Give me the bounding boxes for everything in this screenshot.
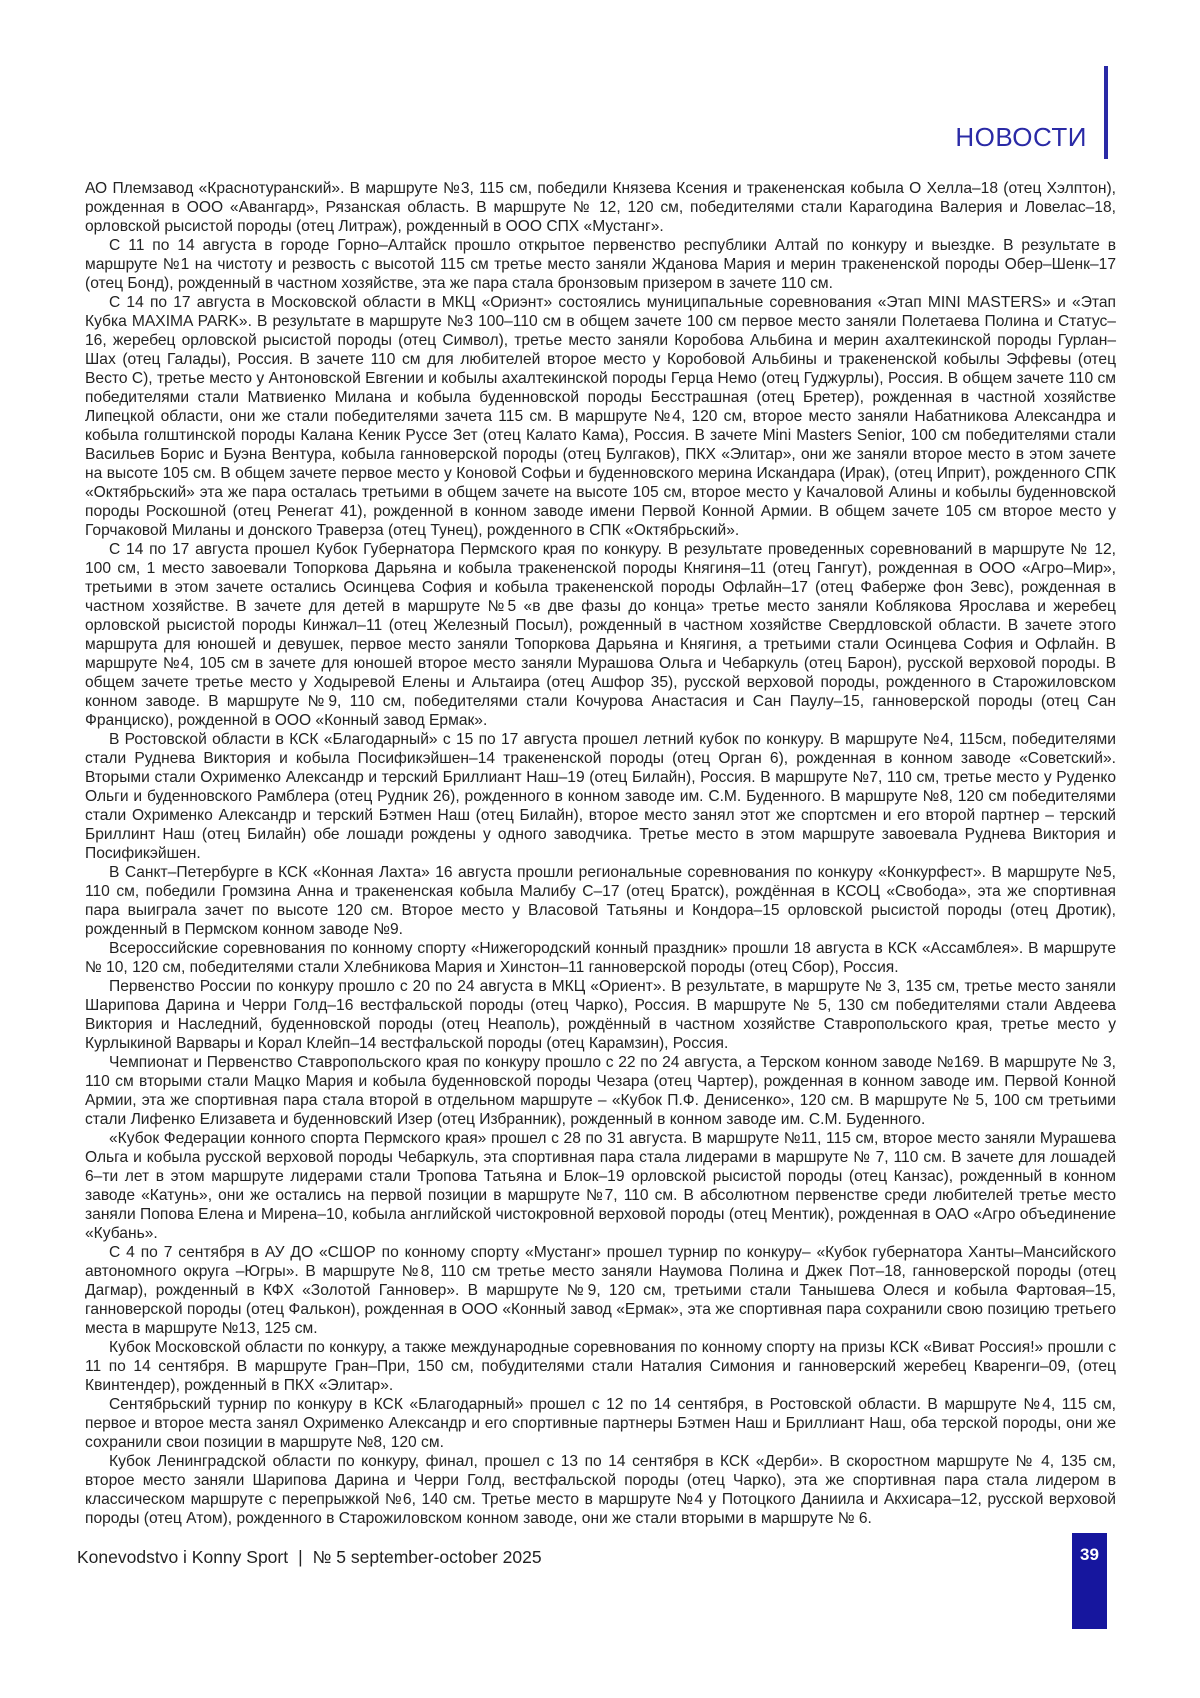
paragraph: С 4 по 7 сентября в АУ ДО «СШОР по конному спорту «Мустанг» прошел турнир по конкуру– «Кубок губернатора Ханты–Мансийского автономного округа –Югры». В маршруте №8, 110 см третье место заняли Наумова Полина и Джек Пот–18, ганноверской породы (отец Дагмар), рожденный в КФХ «Золотой Ганновер». В маршруте №9, 120 см, третьими стали Танышева Олеся и кобыла Фартовая–15, ганноверской породы (отец Фалькон), рожденная в ООО «Конный завод «Ермак», эта же спортивная пара сохранили свою позицию третьего места в маршруте №13, 125 см. [85, 1244, 1116, 1337]
paragraph: Первенство России по конкуру прошло с 20 по 24 августа в МКЦ «Ориент». В результате, в маршруте № 3, 135 см, третье место заняли Шарипова Дарина и Черри Голд–16 вестфальской породы (отец Чарко), Россия. В маршруте № 5, 130 см победителями стали Авдеева Виктория и Наследний, буденновской породы (отец Неаполь), рождённый в частном хозяйстве Ставропольского края, третье место у Курлыкиной Варвары и Корал Клейп–14 вестфальской породы (отец Карамзин), Россия. [85, 978, 1116, 1052]
paragraph: В Ростовской области в КСК «Благодарный» с 15 по 17 августа прошел летний кубок по конкуру. В маршруте №4, 115см, победителями стали Руднева Виктория и кобыла Посификэйшен–14 тракененской породы (отец Орган 6), рожденная в конном заводе «Советский». Вторыми стали Охрименко Александр и терский Бриллиант Наш–19 (отец Билайн), Россия. В маршруте №7, 110 см, третье место у Руденко Ольги и буденновского Рамблера (отец Рудник 26), рожденного в конном заводе им. С.М. Буденного. В маршруте №8, 120 см победителями стали Охрименко Александр и терский Бэтмен Наш (отец Билайн), второе место занял этот же спортсмен и его второй партнер – терский Бриллинт Наш (отец Билайн) обе лошади рождены у одного заводчика. Третье место в этом маршруте завоевала Руднева Виктория и Посификэйшен. [85, 731, 1116, 862]
page-number-box [1072, 1533, 1107, 1629]
header-vertical-rule [1104, 66, 1108, 159]
paragraph: АО Племзавод «Краснотуранский». В маршруте №3, 115 см, победили Князева Ксения и тракененская кобыла О Хелла–18 (отец Хэлптон), рожденная в ООО «Авангард», Рязанская область. В маршруте № 12, 120 см, победителями стали Карагодина Валерия и Ловелас–18, орловской рысистой породы (отец Литраж), рожденный в ООО СПХ «Мустанг». [85, 180, 1116, 235]
paragraph: В Санкт–Петербурге в КСК «Конная Лахта» 16 августа прошли региональные соревнования по конкуру «Конкурфест». В маршруте №5, 110 см, победили Громзина Анна и тракененская кобыла Малибу С–17 (отец Братск), рождённая в КСОЦ «Свобода», эта же спортивная пара выиграла зачет по высоте 120 см. Второе место у Власовой Татьяны и Кондора–15 орловской рысистой породы (отец Дротик), рожденный в Пермском конном заводе №9. [85, 864, 1116, 938]
footer-journal-title: Konevodstvo i Konny Sport [77, 1547, 289, 1567]
footer-issue: № 5 september-october 2025 [312, 1547, 542, 1567]
paragraph: «Кубок Федерации конного спорта Пермского края» прошел с 28 по 31 августа. В маршруте №11, 115 см, второе место заняли Мурашева Ольга и кобыла русской верховой породы Чебаркуль, эта спортивная пара стала лидерами в маршруте № 7, 110 см. В зачете для лошадей 6–ти лет в этом маршруте лидерами стали Тропова Татьяна и Блок–19 орловской рысистой породы (отец Канзас), рожденный в конном заводе «Катунь», они же остались на первой позиции в маршруте №7, 110 см. В абсолютном первенстве среди любителей третье место заняли Попова Елена и Мирена–10, кобыла английской чистокровной верховой породы (отец Ментик), рожденная в ОАО «Агро объединение «Кубань». [85, 1130, 1116, 1242]
paragraph: Всероссийские соревнования по конному спорту «Нижегородский конный праздник» прошли 18 августа в КСК «Ассамблея». В маршруте № 10, 120 см, победителями стали Хлебникова Мария и Хинстон–11 ганноверской породы (отец Сбор), Россия. [85, 940, 1116, 976]
paragraph: Кубок Московской области по конкуру, а также международные соревнования по конному спорту на призы КСК «Виват Россия!» прошли с 11 по 14 сентября. В маршруте Гран–При, 150 см, побудителями стали Наталия Симония и ганноверский жеребец Кваренги–09, (отец Квинтендер), рожденный в ПКХ «Элитар». [85, 1339, 1116, 1394]
paragraph: С 14 по 17 августа прошел Кубок Губернатора Пермского края по конкуру. В результате проведенных соревнований в маршруте № 12, 100 см, 1 место завоевали Топоркова Дарьяна и кобыла тракененской породы Княгиня–11 (отец Гангут), рожденная в ООО «Агро–Мир», третьими в этом зачете остались Осинцева София и кобыла тракененской породы Офлайн–17 (отец Фаберже фон Зевс), рожденная в частном хозяйстве. В зачете для детей в маршруте №5 «в две фазы до конца» третье место заняли Коблякова Ярослава и жеребец орловской рысистой породы Кинжал–11 (отец Железный Посыл), рожденный в частном хозяйстве Свердловской области. В зачете этого маршрута для юношей и девушек, первое место заняли Топоркова Дарьяна и Княгиня, а третьими стали Осинцева София и Офлайн. В маршруте №4, 105 см в зачете для юношей второе место заняли Мурашова Ольга и Чебаркуль (отец Барон), русской верховой породы. В общем зачете третье место у Ходыревой Елены и Альтаира (отец Ашфор 35), русской верховой породы, рожденного в Старожиловском конном заводе. В маршруте №9, 110 см, победителями стали Кочурова Анастасия и Сан Паулу–15, ганноверской породы (отец Сан Франциско), рожденной в ООО «Конный завод Ермак». [85, 541, 1116, 729]
paragraph: С 14 по 17 августа в Московской области в МКЦ «Ориэнт» состоялись муниципальные соревнования «Этап MINI MASTERS» и «Этап Кубка MAXIMA PARK». В результате в маршруте №3 100–110 см в общем зачете 100 см первое место заняли Полетаева Полина и Статус–16, жеребец орловской рысистой породы (отец Символ), третье место заняли Коробова Альбина и мерин ахалтекинской породы Гурлан–Шах (отец Галады), Россия. В зачете 110 см для любителей второе место у Коробовой Альбины и тракененской кобылы Эффевы (отец Весто С), третье место у Антоновской Евгении и кобылы ахалтекинской породы Герца Немо (отец Гуджурлы), Россия. В общем зачете 110 см победителями стали Матвиенко Милана и кобыла буденновской породы Бесстрашная (отец Бретер), рожденная в частной хозяйстве Липецкой области, они же стали победителями зачета 115 см. В маршруте №4, 120 см, второе место заняли Набатникова Александра и кобыла голштинской породы Калана Кеник Руссе Зет (отец Калато Кама), Россия. В зачете Mini Masters Senior, 100 см победителями стали Васильев Борис и Буэна Вентура, кобыла ганноверской породы (отец Булгаков), ПКХ «Элитар», они же заняли второе место в этом зачете на высоте 105 см. В общем зачете первое место у Коновой Софьи и буденновского мерина Искандара (Ирак), (отец Иприт), рожденного СПК «Октябрьский» эта же пара осталась третьими в общем зачете на высоте 105 см, второе место у Качаловой Алины и кобылы буденновской породы Роскошной (отец Ренегат 41), рожденной в конном заводе имени Первой Конной Армии. В общем зачете 105 см второе место у Горчаковой Миланы и донского Траверза (отец Тунец), рожденного в СПК «Октябрьский». [85, 294, 1116, 539]
article-body [85, 179, 1116, 1528]
page-number: 39 [1080, 1545, 1099, 1564]
footer [77, 1547, 542, 1568]
paragraph: С 11 по 14 августа в городе Горно–Алтайск прошло открытое первенство республики Алтай по конкуру и выездке. В результате в маршруте №1 на чистоту и резвость с высотой 115 см третье место заняли Жданова Мария и мерин тракененской породы Обер–Шенк–17 (отец Бонд), рожденный в частном хозяйстве, эта же пара стала бронзовым призером в зачете 110 см. [85, 237, 1116, 292]
page-section-title: НОВОСТИ [955, 122, 1087, 152]
paragraph: Сентябрьский турнир по конкуру в КСК «Благодарный» прошел с 12 по 14 сентября, в Ростовской области. В маршруте №4, 115 см, первое и второе места занял Охрименко Александр и его спортивные партнеры Бэтмен Наш и Бриллиант Наш, оба терской породы, они же сохранили свои позиции в маршруте №8, 120 см. [85, 1396, 1116, 1451]
footer-separator: | [298, 1547, 303, 1567]
paragraph: Кубок Ленинградской области по конкуру, финал, прошел с 13 по 14 сентября в КСК «Дерби». В скоростном маршруте № 4, 135 см, второе место заняли Шарипова Дарина и Черри Голд, вестфальской породы (отец Чарко), эта же спортивная пара стала лидером в классическом маршруте с перепрыжкой №6, 140 см. Третье место в маршруте №4 у Потоцкого Даниила и Акхисара–12, русской верховой породы (отец Атом), рожденного в Старожиловском конном заводе, они же стали вторыми в маршруте № 6. [85, 1453, 1116, 1527]
paragraph: Чемпионат и Первенство Ставропольского края по конкуру прошло с 22 по 24 августа, а Терском конном заводе №169. В маршруте № 3, 110 см вторыми стали Мацко Мария и кобыла буденновской породы Чезара (отец Чартер), рожденная в конном заводе им. Первой Конной Армии, эта же спортивная пара стала второй в отдельном маршруте – «Кубок П.Ф. Денисенко», 120 см. В маршруте № 5, 100 см третьими стали Лифенко Елизавета и буденновский Изер (отец Избранник), рожденный в конном заводе им. С.М. Буденного. [85, 1054, 1116, 1128]
